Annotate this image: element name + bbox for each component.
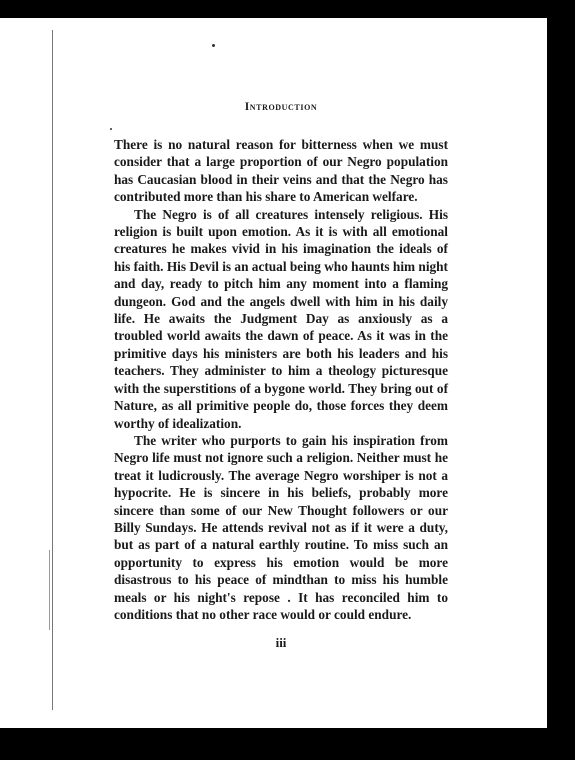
page-number: iii xyxy=(275,635,287,650)
scan-border-bottom xyxy=(0,728,575,760)
page-header: Introduction xyxy=(244,101,318,113)
book-page xyxy=(114,0,448,728)
scan-border-right xyxy=(547,0,575,760)
scan-speck xyxy=(110,128,112,130)
page-edge-line-secondary xyxy=(49,550,50,630)
paragraph-2: The Negro is of all creatures intensely religious. His religion is built upon emotion. As it is with all emotional creatures he makes vivid in his imagination the ideals of his faith. His Devil is an actual being who haunts him night and day, ready to pitch him any moment into a flaming dungeon. God and the angels dwell with him in his daily life. He awaits the Judgment Day as anxiously as a troubled world awaits the dawn of peace. As it was in the primitive days his ministers are both his leaders and his teachers. They administer to him a theology picturesque with the superstitions of a bygone world. They bring out of Nature, as all primitive people do, those forces they deem worthy of idealization. xyxy=(114,206,448,431)
paragraph-1: There is no natural reason for bitterness when we must consider that a large proportion of our Negro population has Caucasian blood in their veins and that the Negro has contributed more than his share to American welfare. xyxy=(114,137,448,205)
paragraph-3: The writer who purports to gain his inspiration from Negro life must not ignore such a religion. Neither must he treat it ludicrously. The average Negro worshiper is not a hypocrite. He is sincere in his beliefs, probably more sincere than some of our New Thought followers or our Billy Sundays. He attends revival not as if it were a duty, but as part of a natural earthly routine. To miss such an opportunity to express his emotion would be more disastrous to his peace of mindthan to miss his humble meals or his night's repose . It has reconciled him to conditions that no other race would or could endure. xyxy=(114,432,448,622)
page-body xyxy=(114,136,448,623)
page-edge-line xyxy=(52,30,53,710)
